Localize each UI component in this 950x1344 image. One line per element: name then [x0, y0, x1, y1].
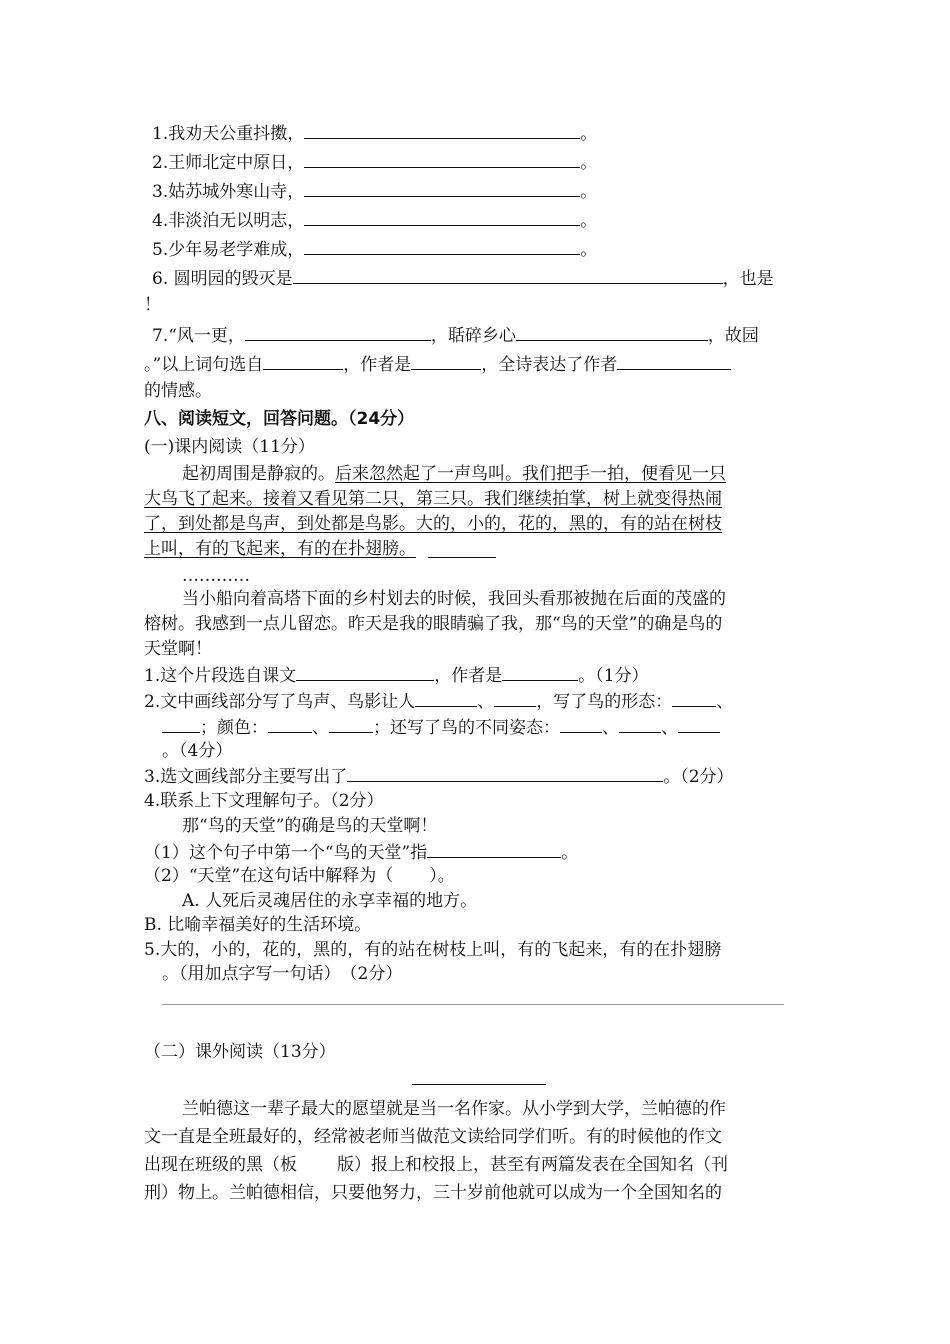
passage-1-line-4 — [144, 537, 416, 561]
answer-blank[interactable] — [678, 714, 720, 733]
answer-blank[interactable] — [617, 351, 731, 370]
fill-in-text: 3.姑苏城外寒山寺， — [152, 182, 305, 202]
reading-question-2-line-2: ；颜色： 、 ；还写了鸟的不同姿态： 、 、 — [162, 714, 720, 740]
answer-blank[interactable] — [245, 322, 431, 341]
quoted-sentence: 那“鸟的天堂”的确是鸟的天堂啊！ — [182, 816, 438, 836]
option-a: A. 人死后灵魂居住的永享幸福的地方。 — [182, 891, 478, 911]
answer-blank[interactable] — [672, 688, 716, 707]
question-7-line-2: 。”以上词句选自 ，作者是 ，全诗表达了作者 — [144, 351, 731, 377]
reading-question-4-2: （2）“天堂”在这句话中解释为（ ）。 — [144, 866, 455, 886]
fill-in-item-5: 5.少年易老学难成， 。 — [152, 236, 597, 262]
passage-1-p2-line-2: 榕树。我感到一点儿留恋。昨天是我的眼睛骗了我，那“鸟的天堂”的确是鸟的 — [144, 614, 723, 634]
underlined-text: 上叫，有的飞起来，有的在扑翅膀。 — [144, 539, 416, 559]
section-title: 八、阅读短文，回答问题。（24分） — [144, 409, 415, 429]
answer-blank[interactable] — [304, 207, 580, 226]
part-2-title: （二）课外阅读（13分） — [144, 1042, 336, 1062]
fill-in-text: 2.王师北定中原日， — [152, 153, 305, 173]
fill-in-text: 1.我劝天公重抖擞， — [152, 124, 305, 144]
underline-extension — [428, 557, 496, 558]
passage-1-p2-line-3: 天堂啊！ — [144, 639, 212, 659]
passage-1-line-3: 了，到处都是鸟声，到处都是鸟影。大的，小的，花的，黑的，有的站在树枝 — [144, 514, 722, 534]
passage-1-line-2: 大鸟飞了起来。接着又看见第二只，第三只。我们继续拍掌，树上就变得热闹 — [144, 489, 722, 509]
reading-question-4: 4.联系上下文理解句子。（2分） — [144, 791, 384, 811]
answer-blank[interactable] — [162, 714, 200, 733]
answer-blank[interactable] — [502, 662, 578, 681]
reading-question-1: 1.这个片段选自课文 ，作者是 。（1分） — [144, 662, 649, 688]
answer-blank[interactable] — [427, 839, 561, 858]
answer-blank[interactable] — [516, 322, 708, 341]
underlined-text: 后来忽然起了一声鸟叫。我们把手一拍，便看见一只 — [335, 464, 726, 484]
answer-blank[interactable] — [560, 714, 602, 733]
fill-in-item-1: 1.我劝天公重抖擞， 。 — [152, 120, 597, 146]
fill-in-text: 5.少年易老学难成， — [152, 240, 305, 260]
answer-blank[interactable] — [619, 714, 661, 733]
fill-in-item-4: 4.非淡泊无以明志， 。 — [152, 207, 597, 233]
answer-blank[interactable] — [304, 149, 580, 168]
answer-line[interactable] — [162, 1004, 784, 1005]
reading-question-2-line-3: 。（4分） — [162, 741, 233, 761]
passage-2-line-1: 兰帕德这一辈子最大的愿望就是当一名作家。从小学到大学，兰帕德的作 — [182, 1099, 726, 1119]
answer-blank[interactable] — [411, 351, 481, 370]
answer-blank[interactable] — [268, 714, 312, 733]
answer-blank[interactable] — [293, 265, 723, 284]
ellipsis: ………… — [182, 566, 250, 586]
part-1-title: (一)课内阅读（11分） — [144, 437, 315, 457]
passage-1-line-1: 起初周围是静寂的。后来忽然起了一声鸟叫。我们把手一拍，便看见一只 — [182, 464, 726, 484]
reading-question-5-line-2: 。（用加点字写一句话） （2分） — [162, 964, 403, 984]
fill-in-item-3: 3.姑苏城外寒山寺， 。 — [152, 178, 597, 204]
answer-blank[interactable] — [263, 351, 343, 370]
answer-blank[interactable] — [304, 120, 580, 139]
reading-question-2: 2.文中画线部分写了鸟声、鸟影让人 、 ，写了鸟的形态： 、 — [144, 688, 733, 714]
fill-in-text: 4.非淡泊无以明志， — [152, 211, 305, 231]
reading-question-5: 5.大的，小的，花的，黑的，有的站在树枝上叫，有的飞起来，有的在扑翅膀 — [144, 940, 722, 960]
question-6: 6. 圆明园的毁灭是 ，也是 — [152, 265, 774, 291]
answer-blank[interactable] — [329, 714, 373, 733]
title-blank-line — [412, 1084, 546, 1085]
question-6-end: ！ — [144, 295, 161, 315]
answer-blank[interactable] — [304, 236, 580, 255]
passage-1-p2-line-1: 当小船向着高塔下面的乡村划去的时候，我回头看那被抛在后面的茂盛的 — [182, 589, 726, 609]
question-7: 7.“风一更， ，聒碎乡心 ，故园 — [152, 322, 759, 348]
reading-question-4-1: （1）这个句子中第一个“鸟的天堂”指 。 — [144, 839, 578, 865]
reading-question-3: 3.选文画线部分主要写出了 。（2分） — [144, 763, 734, 789]
passage-2-line-2: 文一直是全班最好的，经常被老师当做范文读给同学们听。有的时候他的作文 — [144, 1127, 722, 1147]
answer-blank[interactable] — [296, 662, 434, 681]
answer-blank[interactable] — [304, 178, 580, 197]
fill-in-item-2: 2.王师北定中原日， 。 — [152, 149, 597, 175]
passage-2-line-4: 刑）物上。兰帕德相信，只要他努力，三十岁前他就可以成为一个全国知名的 — [144, 1183, 722, 1203]
question-7-line-3: 的情感。 — [144, 381, 212, 401]
answer-blank[interactable] — [494, 688, 536, 707]
passage-2-line-3: 出现在班级的黑（板 版）报上和校报上，甚至有两篇发表在全国知名（刊 — [144, 1155, 728, 1175]
answer-blank[interactable] — [415, 688, 477, 707]
option-b: B. 比喻幸福美好的生活环境。 — [144, 915, 372, 935]
answer-blank[interactable] — [347, 763, 663, 782]
